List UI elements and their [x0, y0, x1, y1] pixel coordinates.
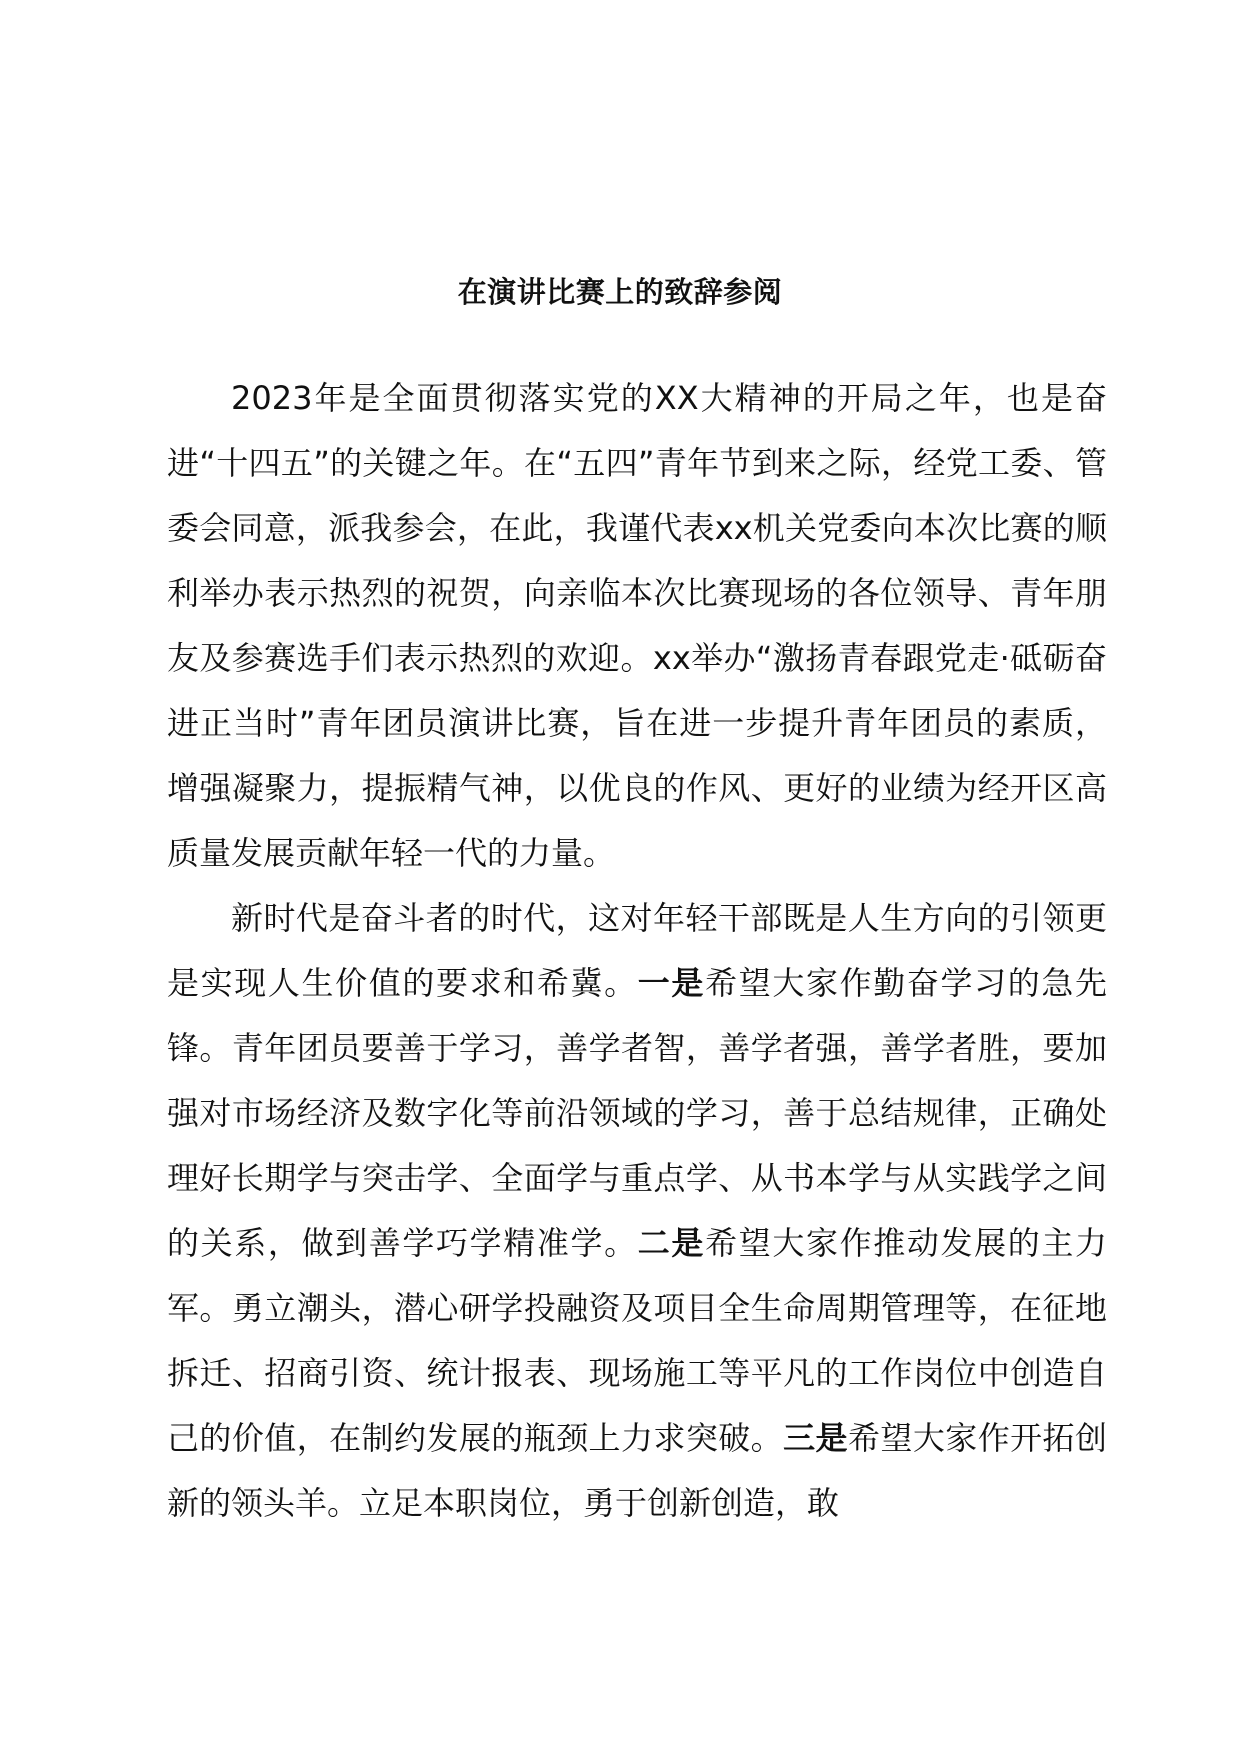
point-marker-one: 一是: [637, 964, 706, 1002]
paragraph-text: 希望大家作开拓创新的领头羊。立足本职岗位，勇于创新创造，敢: [167, 1419, 1107, 1522]
document-title: 在演讲比赛上的致辞参阅: [457, 275, 783, 309]
paragraph-text: 2023年是全面贯彻落实党的XX大精神的开局之年，也是奋进“十四五”的关键之年。在“五四”青年节到来之际，经党工委、管委会同意，派我参会，在此，我谨代表xx机关党委向本次比赛的顺利举办表示热烈的祝贺，向亲临本次比赛现场的各位领导、青年朋友及参赛选手们表示热烈的欢迎。xx举办“激扬青春跟党走·砥砺奋进正当时”青年团员演讲比赛，旨在进一步提升青年团员的素质，增强凝聚力，提振精气神，以优良的作风、更好的业绩为经开区高质量发展贡献年轻一代的力量。: [167, 379, 1107, 872]
paragraph-text: 希望大家作推动发展的主力军。勇立潮头，潜心研学投融资及项目全生命周期管理等，在征地拆迁、招商引资、统计报表、现场施工等平凡的工作岗位中创造自己的价值，在制约发展的瓶颈上力求突破。: [167, 1224, 1107, 1457]
paragraph-2: [167, 886, 1107, 1536]
point-marker-two: 二是: [637, 1224, 706, 1262]
point-marker-three: 三是: [783, 1419, 848, 1457]
paragraph-1: [167, 366, 1107, 886]
paragraph-text: 希望大家作勤奋学习的急先锋。青年团员要善于学习，善学者智，善学者强，善学者胜，要加强对市场经济及数字化等前沿领域的学习，善于总结规律，正确处理好长期学与突击学、全面学与重点学、从书本学与从实践学之间的关系，做到善学巧学精准学。: [167, 964, 1107, 1262]
paragraph-text: 新时代是奋斗者的时代，这对年轻干部既是人生方向的引领更是实现人生价值的要求和希冀。: [167, 899, 1107, 1002]
document-body: [167, 366, 1107, 1536]
